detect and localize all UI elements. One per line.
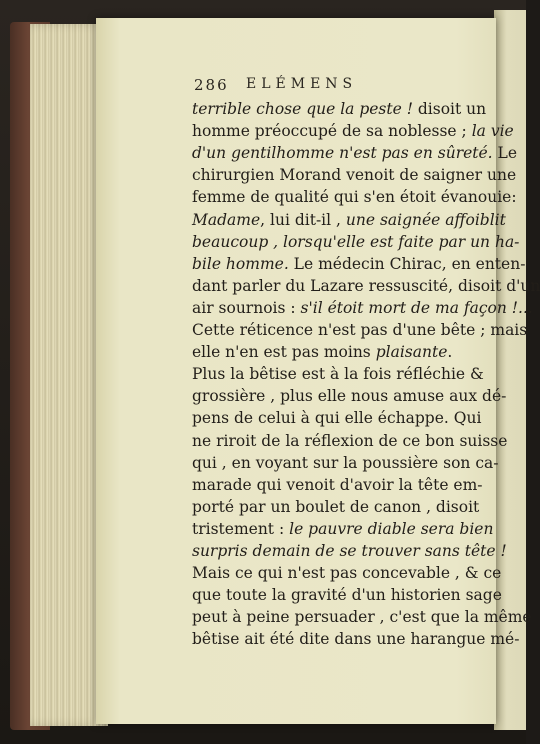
text-segment: pens de celui à qui elle échappe. Qui	[192, 409, 482, 428]
text-segment: bêtise ait été dite dans une harangue mé-	[192, 630, 520, 649]
text-line	[192, 341, 462, 363]
text-segment: marade qui venoit d'avoir la tête em-	[192, 475, 483, 494]
text-segment: Le médecin Chirac, en enten-	[288, 254, 526, 273]
text-segment: .	[447, 343, 453, 362]
text-line	[192, 562, 502, 584]
text-line	[192, 231, 520, 253]
text-line	[192, 385, 507, 407]
italic-segment: une saignée affoiblit	[345, 210, 506, 229]
text-line	[192, 584, 502, 606]
text-segment: dant parler du Lazare ressuscité, disoit d'un	[192, 276, 540, 295]
italic-segment: surpris demain de se trouver sans tête !	[192, 542, 507, 560]
text-line	[192, 606, 532, 628]
text-line	[192, 363, 484, 385]
italic-segment: beaucoup , lorsqu'elle est faite par un ha-	[192, 232, 520, 251]
text-segment: que toute la gravité d'un historien sage	[192, 586, 502, 605]
text-segment: femme de qualité qui s'en étoit évanouie:	[192, 188, 517, 207]
text-segment: air sournois :	[192, 298, 301, 317]
text-line	[192, 209, 506, 231]
text-segment: peut à peine persuader , c'est que la même	[192, 608, 532, 627]
text-segment: chirurgien Morand venoit de saigner une	[192, 166, 517, 185]
italic-segment: Madame	[192, 210, 261, 229]
text-segment: , lui dit-il ,	[260, 210, 346, 229]
italic-segment: plaisante	[375, 343, 448, 362]
text-segment: disoit un	[412, 100, 487, 118]
text-line	[192, 628, 520, 650]
text-segment: porté par un boulet de canon , disoit	[192, 497, 480, 516]
text-segment: Mais ce qui n'est pas concevable , & ce	[192, 564, 502, 583]
text-line	[192, 142, 518, 164]
text-line	[192, 452, 499, 474]
text-line	[192, 474, 483, 496]
text-segment: Le	[492, 144, 518, 163]
text-line	[192, 98, 487, 120]
text-line	[192, 430, 508, 452]
italic-segment: d'un gentilhomme n'est pas en sûreté.	[192, 144, 493, 163]
text-segment: Cette réticence n'est pas d'une bête ; mais	[192, 321, 528, 339]
text-segment: elle n'en est pas moins	[192, 343, 376, 362]
text-line	[192, 164, 517, 186]
text-line	[192, 496, 480, 518]
text-segment: homme préoccupé de sa noblesse ;	[192, 122, 472, 141]
text-segment: Plus la bêtise est à la fois réfléchie &	[192, 365, 484, 384]
text-line	[192, 297, 533, 319]
page-header	[194, 76, 444, 98]
italic-segment: la vie	[471, 122, 514, 141]
text-segment: grossière , plus elle nous amuse aux dé-	[192, 387, 507, 406]
text-line	[192, 120, 514, 142]
text-line	[192, 275, 540, 297]
text-line	[192, 407, 482, 429]
italic-segment: le pauvre diable sera bien	[289, 519, 494, 538]
italic-segment: s'il étoit mort de ma façon !...	[300, 298, 533, 317]
text-line	[192, 518, 494, 540]
text-segment: qui , en voyant sur la poussière son ca-	[192, 453, 499, 472]
page-number: 286	[194, 76, 229, 94]
italic-segment: terrible chose que la peste !	[192, 100, 413, 118]
text-segment: ne riroit de la réflexion de ce bon suisse	[192, 431, 508, 450]
running-title: ELÉMENS	[246, 76, 358, 92]
text-line	[192, 319, 528, 341]
text-line	[192, 540, 507, 562]
text-line	[192, 186, 517, 208]
text-segment: tristement :	[192, 519, 290, 538]
italic-segment: bile homme.	[192, 254, 289, 273]
text-line	[192, 253, 526, 275]
